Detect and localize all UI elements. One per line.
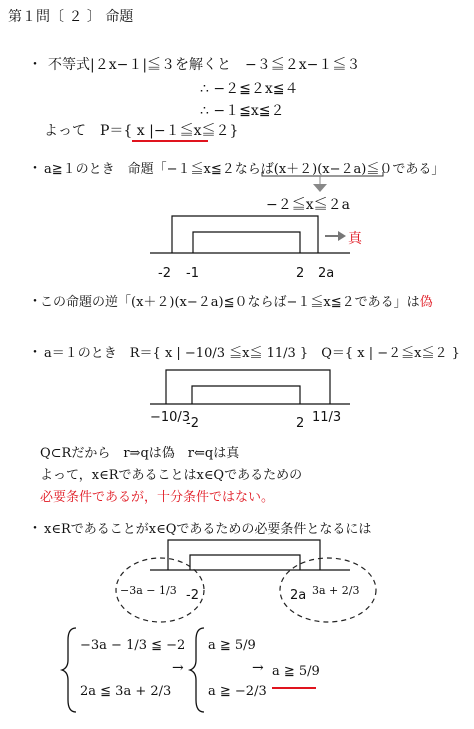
bullet: ・ bbox=[28, 521, 42, 537]
necessary-condition-line: 必要条件であるが，十分条件ではない。 bbox=[40, 490, 275, 505]
false-label: 偽 bbox=[419, 295, 433, 310]
axis-label: 2a bbox=[290, 588, 307, 603]
number-line-diagram-3 bbox=[116, 540, 376, 622]
proposition-line: a≧１のとき 命題「−１≦x≦２ならば(x＋２)(x−２a)≦０である」 bbox=[44, 162, 445, 177]
true-label: 真 bbox=[348, 231, 362, 247]
arrow-icon: → bbox=[172, 660, 184, 676]
implication-line: Q⊂Rだから r⇒qは偽 r⇐qは真 bbox=[40, 446, 240, 461]
solution-range: −２≦x≦２a bbox=[266, 197, 350, 213]
inequality-solve-line: 不等式|２x−１|≦３を解くと −３≦２x−１≦３ bbox=[48, 57, 361, 73]
condition-line: x∈Rであることがx∈Qであるための必要条件となるには bbox=[44, 522, 372, 537]
axis-label: −10/3 bbox=[150, 410, 191, 425]
bullet: ・ bbox=[28, 161, 42, 177]
number-line-diagram-2 bbox=[150, 370, 350, 404]
system-brace-left bbox=[62, 628, 76, 712]
axis-label: 2 bbox=[296, 416, 305, 431]
axis-label: -2 bbox=[186, 588, 199, 603]
axis-label: −3a − 1/3 bbox=[120, 584, 177, 597]
system-2-eq-2: a ≧ −2/3 bbox=[208, 684, 267, 699]
range-box-inner bbox=[193, 232, 300, 253]
set-p-suffix: } bbox=[229, 123, 239, 139]
solve-step-2: ∴ −１≦x≦２ bbox=[200, 103, 285, 119]
axis-label: 2a bbox=[318, 266, 335, 281]
range-box-outer bbox=[172, 216, 318, 253]
converse-text: この命題の逆「(x＋２)(x−２a)≦０ならば−１≦x≦２である」は bbox=[40, 295, 420, 310]
bullet: ・ bbox=[28, 294, 42, 310]
system-1-eq-1: −3a − 1/3 ≦ −2 bbox=[80, 638, 186, 653]
axis-label: 2 bbox=[296, 266, 305, 281]
system-2-eq-1: a ≧ 5/9 bbox=[208, 638, 256, 653]
set-p-condition: −１≦x≦２ bbox=[153, 123, 230, 139]
axis-label: -2 bbox=[186, 416, 199, 431]
arrow-icon: → bbox=[252, 660, 264, 676]
converse-line bbox=[40, 291, 433, 310]
axis-label: -1 bbox=[186, 266, 199, 281]
bullet: ・ bbox=[28, 57, 42, 73]
system-brace-right bbox=[190, 628, 204, 712]
solve-step-1: ∴ −２≦２x≦４ bbox=[200, 81, 299, 97]
final-answer: a ≧ 5/9 bbox=[272, 664, 320, 679]
bullet: ・ bbox=[28, 345, 42, 361]
axis-label: -2 bbox=[158, 266, 171, 281]
page-title: 第１問〔 ２ 〕 命題 bbox=[8, 9, 134, 25]
number-line-diagram-1 bbox=[150, 216, 350, 253]
axis-label: 3a + 2/3 bbox=[312, 584, 360, 597]
conclusion-line: よって，x∈Rであることはx∈Qであるための bbox=[40, 468, 303, 483]
system-1-eq-2: 2a ≦ 3a + 2/3 bbox=[80, 684, 172, 699]
sets-r-q-line: a＝１のとき R＝{ x | −10/3 ≦x≦ 11/3 } Q＝{ x | −２≦x≦２ } bbox=[44, 346, 460, 361]
set-p-prefix: よって P＝{ x | bbox=[44, 123, 154, 139]
axis-label: 11/3 bbox=[312, 410, 342, 425]
bracket-line bbox=[262, 172, 383, 192]
